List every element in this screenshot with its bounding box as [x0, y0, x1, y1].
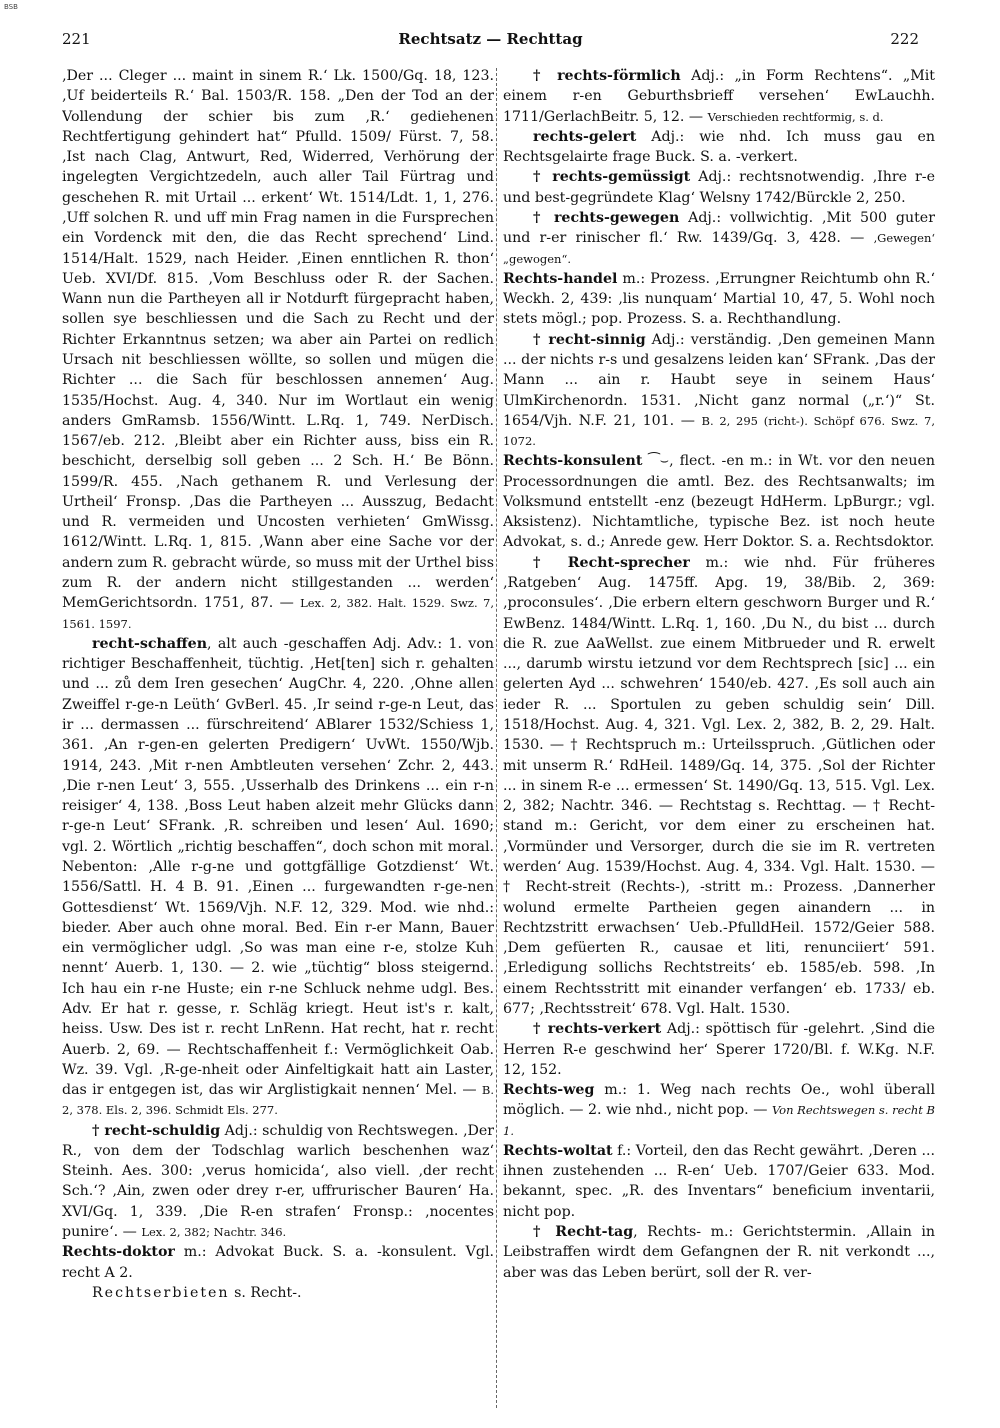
headword: recht-schaffen: [92, 635, 208, 652]
headword: † rechts-gewegen: [533, 209, 680, 226]
entry-rechtsgemuessigt: † rechts-gemüssigt Adj.: rechtsnotwendig. ‚Ihre r-e und best-gegründete Klag‘ Welsny 1742/Bürckle 2, 250.: [503, 169, 935, 206]
headword: † Recht-tag: [533, 1224, 634, 1241]
entry-rechtsgewegen: † rechts-gewegen Adj.: vollwichtig. ‚Mit 500 guter und r-er rinischer fl.‘ Rw. 1439/Gq. 3, 428. — ‚Gewegen‘ „gewogen“.: [503, 209, 935, 266]
entry-rechtsweg: Rechts-weg m.: 1. Weg nach rechts Oe., wohl überall möglich. — 2. wie nhd., nicht pop. — Von Rechtswegen s. recht B 1.: [503, 1082, 935, 1138]
page-number-left: 221: [62, 30, 91, 48]
headword: Rechtserbieten: [92, 1284, 230, 1301]
headword: † recht-schuldig: [92, 1122, 221, 1139]
page-number-right: 222: [890, 30, 919, 48]
headword: † rechts-förmlich: [533, 68, 681, 84]
headword: Rechts-doktor: [62, 1244, 175, 1261]
headword: Rechts-woltat: [503, 1142, 613, 1159]
headword: rechts-gelert: [533, 128, 637, 145]
entry-rechtsdoktor: Rechts-doktor m.: Advokat Buck. S. a. -konsulent. Vgl. recht A 2.: [62, 1244, 494, 1281]
column-divider: [496, 68, 497, 1408]
entry-rechtserbieten: Rechtserbieten s. Recht-.: [92, 1284, 302, 1301]
entry-continuation: ‚Der ... Cleger ... maint in sinem R.‘ Lk. 1500/Gq. 18, 123. ‚Uf beiderteils R.‘ Bal. 1503/R. 158. „Den der Tod an der Vollendung der schier bis zum ‚R.‘ gediehenen Rechtfertigung gehindert hat“ Pfulld. 1509/ Fürst. 7, 58. ‚Ist nach Clag, Antwurt, Red, Widerred, Verhörung der ingelegten Vergichtzedeln, auch aller Tail Fürtrag und geschehen R. mit Urtail ... erkent‘ Wt. 1514/Ldt. 1, 1, 276. ‚Uff solchen R. und uff min Frag namen in die Fursprechen ein Vordenck mit den, die das Recht sprechend‘ Lind. 1514/Halt. 1529, nach Heider. ‚Einen enntlichen R. thon‘ Ueb. XVI/Df. 815. ‚Vom Beschluss oder R. der Sachen. Wann nun die Partheyen all ir Notdurft fürgepracht haben, sollen sye beschliessen und die Sach zu Recht und der Richter Erkanntnus setzen; wa aber ain Partei on redlich Ursach nit beschliessen wöllte, so sollen und mügen die Richter ... die Sach für beschlossen annemen‘ Aug. 1535/Hochst. Aug. 4, 340. Nur im Wortlaut ein wenig anders GmRamsb. 1556/Wintt. L.Rq. 1, 749. NerDisch. 1567/eb. 212. ‚Bleibt aber ein Richter auss, biss ein R. beschicht, derselbig soll geben ... 2 Sch. H.‘ Be Bönn. 1599/R. 455. ‚Nach gethanem R. und Verlesung der Urtheil‘ Fronsp. ‚Das die Partheyen ... Ausszug, Bedacht und R. vermeiden und Uncosten verhieten‘ GmWissg. 1612/Wintt. L.Rq. 1, 815. ‚Wann aber eine Sache vor der andern zum R. gebracht würde, so muss mit der Urthel biss zum R. der andern nicht stillgestanden ... werden‘ MemGerichtsordn. 1751, 87. — Lex. 2, 382. Halt. 1529. Swz. 7, 1561. 1597.: [62, 68, 494, 631]
entry-rechtswoltat: Rechts-woltat f.: Vorteil, den das Recht gewährt. ‚Deren ... ihnen zustehenden ... R-en‘ Ueb. 1707/Geier 633. Mod. bekannt, spec. „R. des Inventars“ beneficium inventarii, nicht pop.: [503, 1142, 935, 1220]
entry-rechtsprecher: † Recht-sprecher m.: wie nhd. Für früheres ‚Ratgeben‘ Aug. 1475ff. Apg. 19, 38/Bib. 2, 369: ‚proconsules‘. ‚Die erbern eltern geschworn Burger und R.‘ EwBenz. 1484/Wintt. L.Rq. 1, 160. ‚Du N., du bist ... durch die R. zue AaWellst. zue einem Mitbrueder und R. erwelt ..., darumb wirstu ietzund vor dem Rechtsprech [sic] ... ein gelerten Ayd ... schwehren‘ 1540/eb. 427. ‚Es soll auch ain ieder R. ... Sportulen zu geben schuldig sein‘ Dill. 1518/Hochst. Aug. 4, 321. Vgl. Lex. 2, 382, B. 2, 29. Halt. 1530. — † Rechtspruch m.: Urteilsspruch. ‚Gütlichen oder mit unserm R.‘ RdHeil. 1489/Gq. 14, 375. ‚Sol der Richter ... in sinem R-e ... ermessen‘ St. 1490/Gq. 13, 515. Vgl. Lex. 2, 382; Nachtr. 346. — Rechtstag s. Rechttag. — † Recht-stand m.: Gericht, vor dem einer zu erscheinen hat. ‚Vormünder und Versorger, durch die sie im R. vertreten werden‘ Aug. 1539/Hochst. Aug. 4, 334. Vgl. Halt. 1530. — † Recht-streit (Rechts-), -stritt m.: Prozess. ‚Dannerher wolund ermelte Partheien gegen ainandern ... in Rechtzstritt erwachsen‘ Ueb.-PfulldHeil. 1572/Geier 588. ‚Dem gefüerten R., causae et liti, renunciiert‘ 591. ‚Erledigung sollichs Rechtstreits‘ eb. 1585/eb. 598. ‚In einem Rechtsstritt mit einander verfangen‘ eb. 1733/ eb. 677; ‚Rechtsstreit‘ 678. Vgl. Halt. 1530.: [503, 554, 935, 1017]
entry-rechtskonsulent: Rechts-konsulent ⁀⌣, flect. -en m.: in Wt. vor den neuen Processordnungen die amtl. Bez. des Rechtsanwalts; im Volksmund entstellt -enz (bezeugt HdHerm. LpBurgr.; vgl. Aksistenz). Nichtamtliche, typische Bez. ist noch heute Advokat, s. d.; Anrede gew. Herr Doktor. S. a. Rechtsdoktor.: [503, 453, 935, 551]
page-header: [62, 30, 919, 50]
headword: Rechts-handel: [503, 270, 618, 287]
running-title: Rechtsatz — Rechttag: [398, 30, 583, 48]
right-column: [503, 66, 935, 1416]
headword: † Recht-sprecher: [533, 554, 690, 571]
entry-rechtsfoermlich: † rechts-förmlich Adj.: „in Form Rechtens“. „Mit einem r-en Geburthsbrieff versehen‘ EwLauchh. 1711/GerlachBeitr. 5, 12. — Verschieden rechtformig, s. d.: [503, 68, 935, 125]
headword: † recht-sinnig: [533, 331, 646, 348]
headword: Rechts-weg: [503, 1082, 595, 1099]
entry-rechtsverkert: † rechts-verkert Adj.: spöttisch für -gelehrt. ‚Sind die Herren R-e geschwind her‘ Sperer 1720/Bl. f. W.Kg. N.F. 12, 152.: [503, 1021, 935, 1078]
entry-rechttag: † Recht-tag, Rechts- m.: Gerichtstermin. ‚Allain in Leibstraffen wirdt dem Gefangnen der R. nit verkondt ..., aber was das Leben berürt, soll der R. ver-: [503, 1224, 935, 1281]
left-column: [62, 66, 494, 1416]
entry-rechtsgelert: rechts-gelert Adj.: wie nhd. Ich muss gau en Rechtsgelairte frage Buck. S. a. -verkert.: [503, 128, 935, 166]
headword: † rechts-gemüssigt: [533, 169, 691, 186]
entry-rechtsinnig: † recht-sinnig Adj.: verständig. ‚Den gemeinen Mann ... der nichts r-s und gesalzens leiden kan‘ SFrank. ‚Das der Mann ... ain r. Haubt seye in seinem Haus‘ UlmKirchenordn. 1531. ‚Nicht ganz normal („r.‘)“ St. 1654/Vjh. N.F. 21, 101. — B. 2, 295 (richt-). Schöpf 676. Swz. 7, 1072.: [503, 331, 935, 449]
entry-rechtschuldig: † recht-schuldig Adj.: schuldig von Rechtswegen. ‚Der R., von dem der Todschlag warlich beschenhen waz‘ Steinh. Aes. 300: ‚verus homicida‘, also viell. ‚der recht Sch.‘? ‚Ain, zwen oder drey r-er, uffrurischer Bauren‘ Ha. XVI/Gq. 1, 339. ‚Die R-en strafen‘ Fronsp.: ‚nocentes punire‘. — Lex. 2, 382; Nachtr. 346.: [62, 1122, 494, 1241]
library-stamp: BSB: [4, 3, 18, 11]
entry-rechtshandel: Rechts-handel m.: Prozess. ‚Errungner Reichtumb ohn R.‘ Weckh. 2, 439: ‚lis nunquam‘ Martial 10, 47, 5. Wohl noch stets mögl.; pop. Prozess. S. a. Rechthandlung.: [503, 270, 935, 328]
entry-rechtschaffen: recht-schaffen, alt auch -geschaffen Adj. Adv.: 1. von richtiger Beschaffenheit, tüchtig. ‚Het[ten] sich r. gehalten und ... zů dem Iren gesechen‘ AugChr. 4, 220. ‚Ohne allen Zweiffel r-ge-n Leüth‘ GvBerl. 45. ‚Ir seind r-ge-n Leut, das ir ... dermassen ... fürschreitend‘ ABlarer 1532/Schiess 1, 361. ‚An r-gen-en gelerten Predigern‘ UvWt. 1550/Wjb. 1914, 243. ‚Mit r-nen Ambtleuten versehen‘ Zchr. 2, 443. ‚Die r-nen Leut‘ 3, 555. ‚Usserhalb des Drinkens ... ein r-n reisiger‘ 4, 138. ‚Boss Leut haben alzeit mehr Glücks dann r-ge-n Leut‘ SFrank. ‚R. schreiben und lesen‘ Aul. 1690; vgl. 2. Wörtlich „richtig beschaffen“, doch schon mit moral. Nebenton: ‚Alle r-g-ne und gottgfällige Gotzdienst‘ Wt. 1556/Sattl. H. 4 B. 91. ‚Einen ... furgewandten r-ge-nen Gottesdienst‘ Wt. 1569/Vjh. N.F. 12, 329. Mod. wie nhd.: bieder. Aber auch ohne moral. Bed. Ein r-er Mann, Bauer ein vermöglicher udgl. ‚So was man eine r-e, stolze Kuh nennt‘ Auerb. 1, 130. — 2. wie „tüchtig“ bloss steigernd. Ich hau ein r-ne Huste; ein r-ne Schluck nehme udgl. Bes. Adv. Er hat r. gesse, r. Schläg kriegt. Heut ist's r. kalt, heiss. Usw. Des ist r. recht LnRenn. Hat recht, hat r. recht Auerb. 2, 69. — Rechtschaffenheit f.: Vermöglichkeit Oab. Wz. 39. Vgl. ‚R-ge-nheit oder Ainfeltigkait hatt ain Laster, das ir entgegen ist, das wir Arglistigkait nennen‘ Mel. — B. 2, 378. Els. 2, 396. Schmidt Els. 277.: [62, 635, 494, 1118]
headword: † rechts-verkert: [533, 1021, 662, 1038]
headword: Rechts-konsulent: [503, 453, 643, 470]
